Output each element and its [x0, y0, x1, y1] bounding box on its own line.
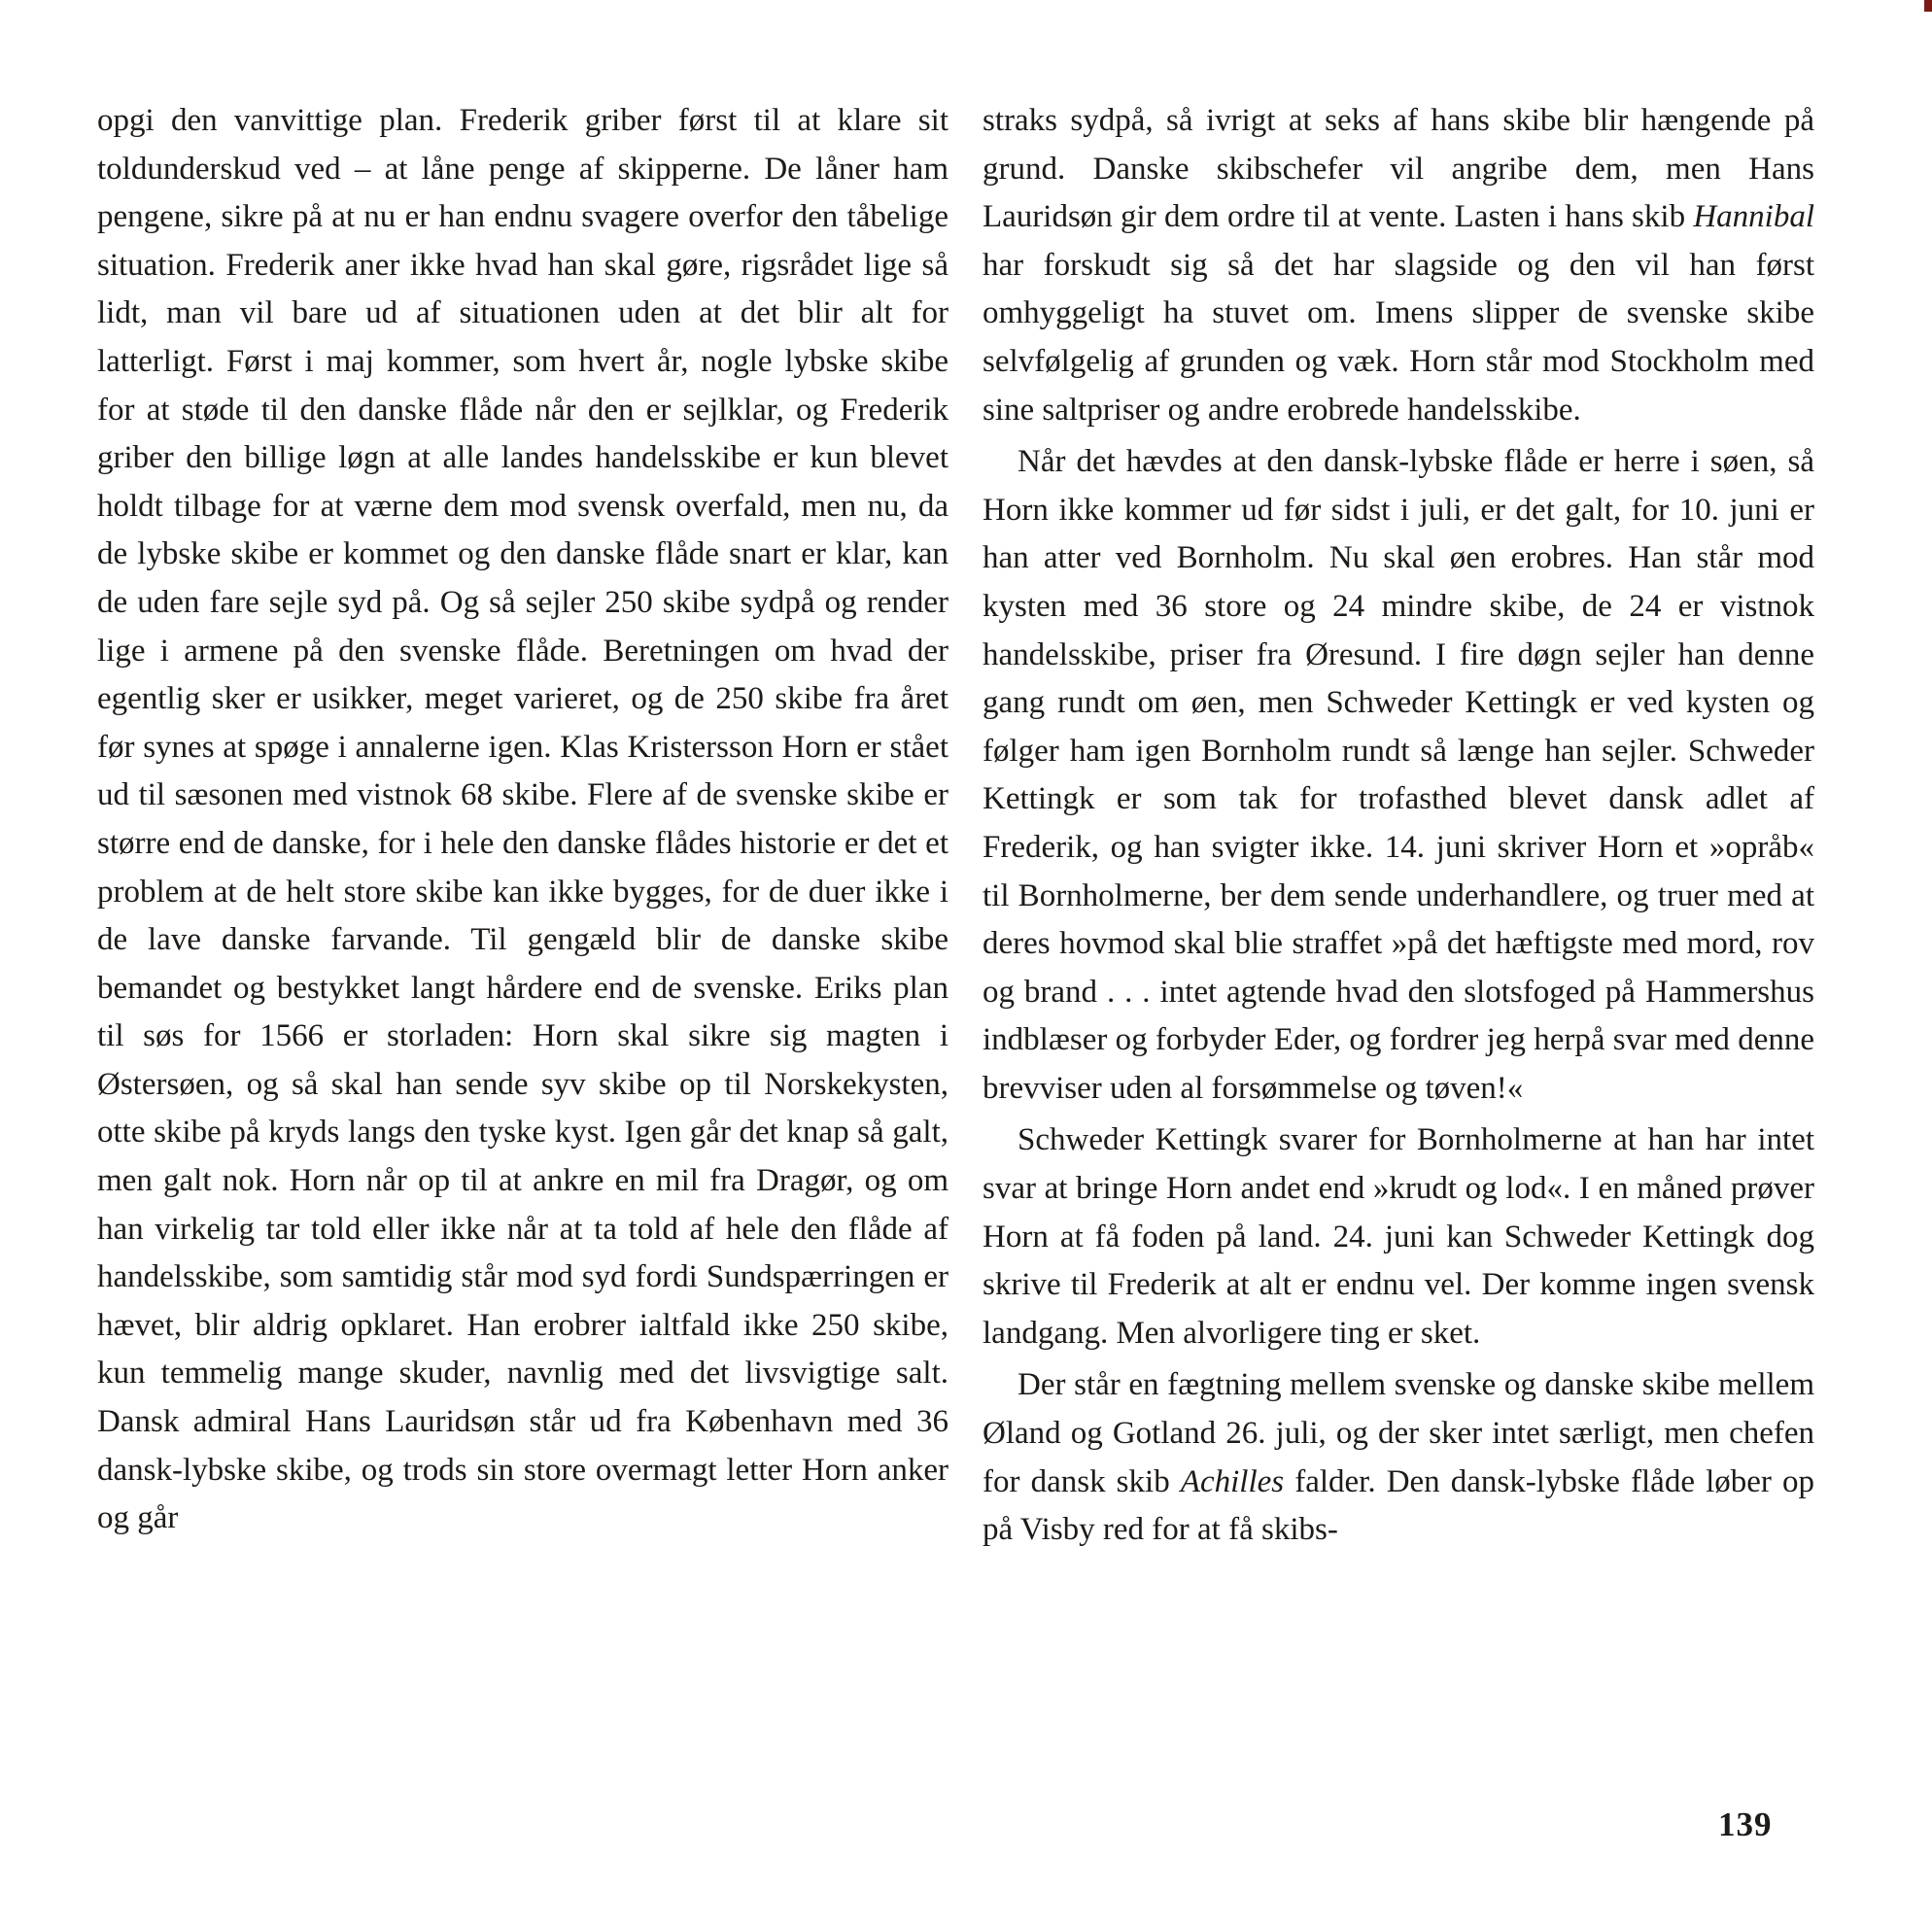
left-paragraph-1-text: opgi den vanvittige plan. Frederik griber først til at klare sit toldunderskud ved – at låne penge af skipperne. De låner ham pengene, sikre på at nu er han endnu svagere overfor den tåbelige situation. Frederik aner ikke hvad han skal gøre, rigsrådet lige så lidt, man vil bare ud af situationen uden at det blir alt for latterligt. Først i maj kommer, som hvert år, nogle lybske skibe for at støde til den danske flåde når den er sejlklar, og Frederik griber den billige løgn at alle landes handelsskibe er kun blevet holdt tilbage for at værne dem mod svensk overfald, men nu, da de lybske skibe er kommet og den danske flåde snart er klar, kan de uden fare sejle syd på. Og så sejler 250 skibe sydpå og render lige i armene på den svenske flåde. Beretningen om hvad der egentlig sker er usikker, meget varieret, og de 250 skibe fra året før synes at spøge i annalerne igen. Klas Kristersson Horn er stået ud til sæsonen med vistnok 68 skibe. Flere af de svenske skibe er større end de danske, for i hele den danske flådes historie er det et problem at de helt store skibe kan ikke bygges, for de duer ikke i de lave danske farvande. Til gengæld blir de danske skibe bemandet og bestykket langt hårdere end de svenske. Eriks plan til søs for 1566 er storladen: Horn skal sikre sig magten i Østersøen, og så skal han sende syv skibe op til Norskekysten, otte skibe på kryds langs den tyske kyst. Igen går det knap så galt, men galt nok. Horn når op til at ankre en mil fra Dragør, og om han virkelig tar told eller ikke når at ta told af hele den flåde af handelsskibe, som samtidig står mod syd fordi Sundspærringen er hævet, blir aldrig opklaret. Han erobrer ialtfald ikke 250 skibe, kun temmelig mange skuder, navnlig med det livsvigtige salt. Dansk admiral Hans Lauridsøn står ud fra København med 36 dansk-lybske skibe, og trods sin store overmagt letter Horn anker og går [97, 103, 949, 1536]
corner-mark [1924, 0, 1932, 12]
right-paragraph-4-text-a: Der står en fægtning mellem svenske og danske skibe mellem Øland og Gotland 26. juli, og der sker intet særligt, men chefen for dansk skib [983, 1367, 1814, 1499]
ship-name-hannibal: Hannibal [1693, 199, 1814, 235]
left-column [97, 97, 949, 1543]
left-paragraph-1 [97, 97, 949, 1543]
right-paragraph-3: Schweder Kettingk svarer for Bornholmerne at han har intet svar at bringe Horn andet end »krudt og lod«. I en måned prøver Horn at få foden på land. 24. juni kan Schweder Kettingk dog skrive til Frederik at alt er endnu vel. Der komme ingen svensk landgang. Men alvorligere ting er sket. [983, 1122, 1814, 1351]
right-column [983, 97, 1814, 1555]
page-number: 139 [1718, 1805, 1773, 1843]
right-paragraph-4 [983, 1361, 1814, 1554]
ship-name-achilles: Achilles [1180, 1463, 1285, 1499]
right-paragraph-1-text-b: har forskudt sig så det har slagside og den vil han først omhyggeligt ha stuvet om. Imens slipper de svenske skibe selvfølgelig af grunden og væk. Horn står mod Stockholm med sine saltpriser og andre erobrede handelsskibe. [983, 247, 1814, 428]
right-paragraph-2: Når det hævdes at den dansk-lybske flåde er herre i søen, så Horn ikke kommer ud før sidst i juli, er det galt, for 10. juni er han atter ved Bornholm. Nu skal øen erobres. Han står mod kysten med 36 store og 24 mindre skibe, de 24 er vistnok handelsskibe, priser fra Øresund. I fire døgn sejler han denne gang rundt om øen, men Schweder Kettingk er ved kysten og følger ham igen Bornholm rundt så længe han sejler. Schweder Kettingk er som tak for trofasthed blevet dansk adlet af Frederik, og han svigter ikke. 14. juni skriver Horn et »opråb« til Bornholmerne, ber dem sende underhandlere, og truer med at deres hovmod skal blie straffet »på det hæftigste med mord, rov og brand . . . intet agtende hvad den slotsfoged på Hammershus indblæser og forbyder Eder, og fordrer jeg herpå svar med denne brevviser uden al forsømmelse og tøven!« [983, 444, 1814, 1106]
right-paragraph-4-text-b: falder. Den dansk-lybske flåde løber op på Visby red for at få skibs- [983, 1463, 1814, 1548]
right-paragraph-1 [983, 97, 1814, 434]
right-paragraph-1-text-a: straks sydpå, så ivrigt at seks af hans skibe blir hængende på grund. Danske skibschefer vil angribe dem, men Hans Lauridsøn gir dem ordre til at vente. Lasten i hans skib [983, 103, 1814, 235]
